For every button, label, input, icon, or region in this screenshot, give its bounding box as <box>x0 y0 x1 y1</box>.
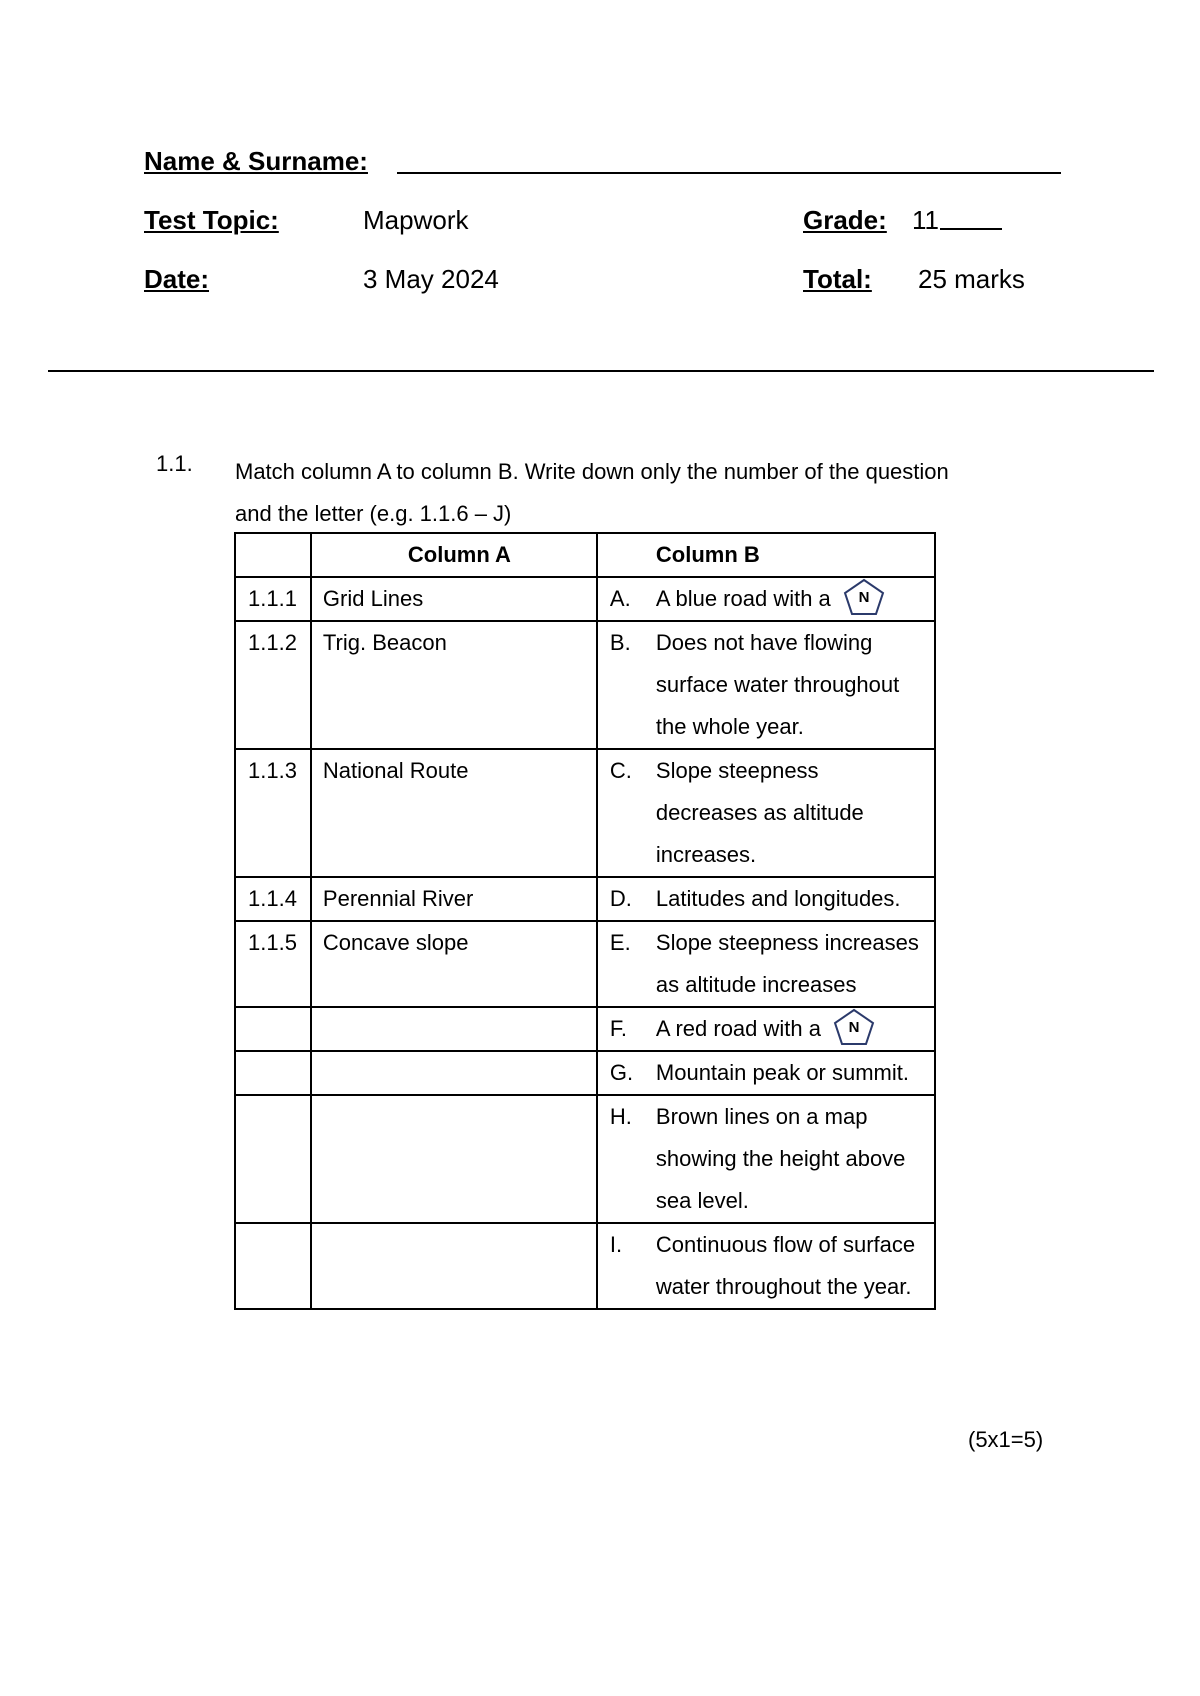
column-a-item <box>311 1095 597 1223</box>
column-b-letter: G. <box>609 1060 634 1085</box>
table-row <box>235 577 935 621</box>
column-a-item: Grid Lines <box>311 577 597 621</box>
table-row <box>235 621 935 749</box>
row-number: 1.1.2 <box>235 621 311 749</box>
header-divider <box>48 370 1154 372</box>
column-a-item: Trig. Beacon <box>311 621 597 749</box>
column-b-item: A blue road with a <box>655 586 831 611</box>
question-number: 1.1. <box>156 451 193 476</box>
column-b-cell <box>597 749 935 877</box>
topic-value: Mapwork <box>363 205 469 235</box>
matching-table <box>234 532 936 1310</box>
column-b-letter: D. <box>609 886 632 911</box>
column-a-item <box>311 1223 597 1309</box>
column-b-letter: H. <box>609 1104 632 1129</box>
row-number: 1.1.4 <box>235 877 311 921</box>
row-number: 1.1.3 <box>235 749 311 877</box>
shield-letter: N <box>848 1019 860 1037</box>
national-route-shield-icon <box>833 1008 875 1046</box>
table-row <box>235 1223 935 1309</box>
row-number: 1.1.5 <box>235 921 311 1007</box>
column-b-item: Slope steepness increases as altitude increases <box>655 930 919 997</box>
column-b-header: Column B <box>597 533 935 577</box>
national-route-shield-icon <box>843 578 885 616</box>
column-b-letter: B. <box>609 630 631 655</box>
table-header-row <box>235 533 935 577</box>
table-row <box>235 1051 935 1095</box>
column-b-item: Brown lines on a map showing the height above sea level. <box>655 1104 906 1213</box>
question-text: Match column A to column B. Write down only the number of the question and the letter (e.g. 1.1.6 – J) <box>235 459 949 526</box>
column-b-item: Continuous flow of surface water throughout the year. <box>655 1232 916 1299</box>
column-b-item: Does not have flowing surface water throughout the whole year. <box>655 630 900 739</box>
date-label: Date: <box>144 264 210 294</box>
row-number <box>235 1007 311 1051</box>
table-row <box>235 749 935 877</box>
column-b-letter: A. <box>609 586 631 611</box>
row-number <box>235 1095 311 1223</box>
column-b-item: Slope steepness decreases as altitude increases. <box>655 758 864 867</box>
column-b-item: A red road with a <box>655 1016 821 1041</box>
column-b-cell <box>597 1223 935 1309</box>
column-b-cell <box>597 1007 935 1051</box>
column-b-letter: I. <box>609 1232 623 1257</box>
column-b-cell <box>597 921 935 1007</box>
row-number <box>235 1223 311 1309</box>
grade-label: Grade: <box>803 205 887 235</box>
column-a-item <box>311 1051 597 1095</box>
table-row <box>235 921 935 1007</box>
question-marks: (5x1=5) <box>968 1427 1044 1452</box>
shield-letter: N <box>858 589 870 607</box>
name-label: Name & Surname: <box>144 146 368 176</box>
column-b-letter: C. <box>609 758 632 783</box>
column-b-item: Latitudes and longitudes. <box>655 886 901 911</box>
column-b-cell <box>597 1051 935 1095</box>
column-b-item: Mountain peak or summit. <box>655 1060 909 1085</box>
column-b-letter: E. <box>609 930 631 955</box>
column-a-item: Concave slope <box>311 921 597 1007</box>
column-b-letter: F. <box>609 1016 628 1041</box>
row-number <box>235 1051 311 1095</box>
column-a-item: National Route <box>311 749 597 877</box>
topic-label: Test Topic: <box>144 205 279 235</box>
grade-input-line[interactable] <box>940 228 1002 230</box>
table-row <box>235 877 935 921</box>
column-b-cell <box>597 1095 935 1223</box>
grade-value: 11 <box>912 205 939 235</box>
row-number: 1.1.1 <box>235 577 311 621</box>
column-b-content <box>656 578 934 620</box>
total-label: Total: <box>803 264 872 294</box>
column-a-header: Column A <box>311 533 597 577</box>
name-input-line[interactable] <box>397 172 1061 174</box>
date-value: 3 May 2024 <box>363 264 499 294</box>
header-num-cell <box>235 533 311 577</box>
column-b-cell <box>597 621 935 749</box>
table-row <box>235 1095 935 1223</box>
table-row <box>235 1007 935 1051</box>
column-a-item: Perennial River <box>311 877 597 921</box>
column-b-cell <box>597 877 935 921</box>
column-a-item <box>311 1007 597 1051</box>
total-value: 25 marks <box>918 264 1025 294</box>
column-b-content <box>656 1008 934 1050</box>
column-b-cell <box>597 577 935 621</box>
